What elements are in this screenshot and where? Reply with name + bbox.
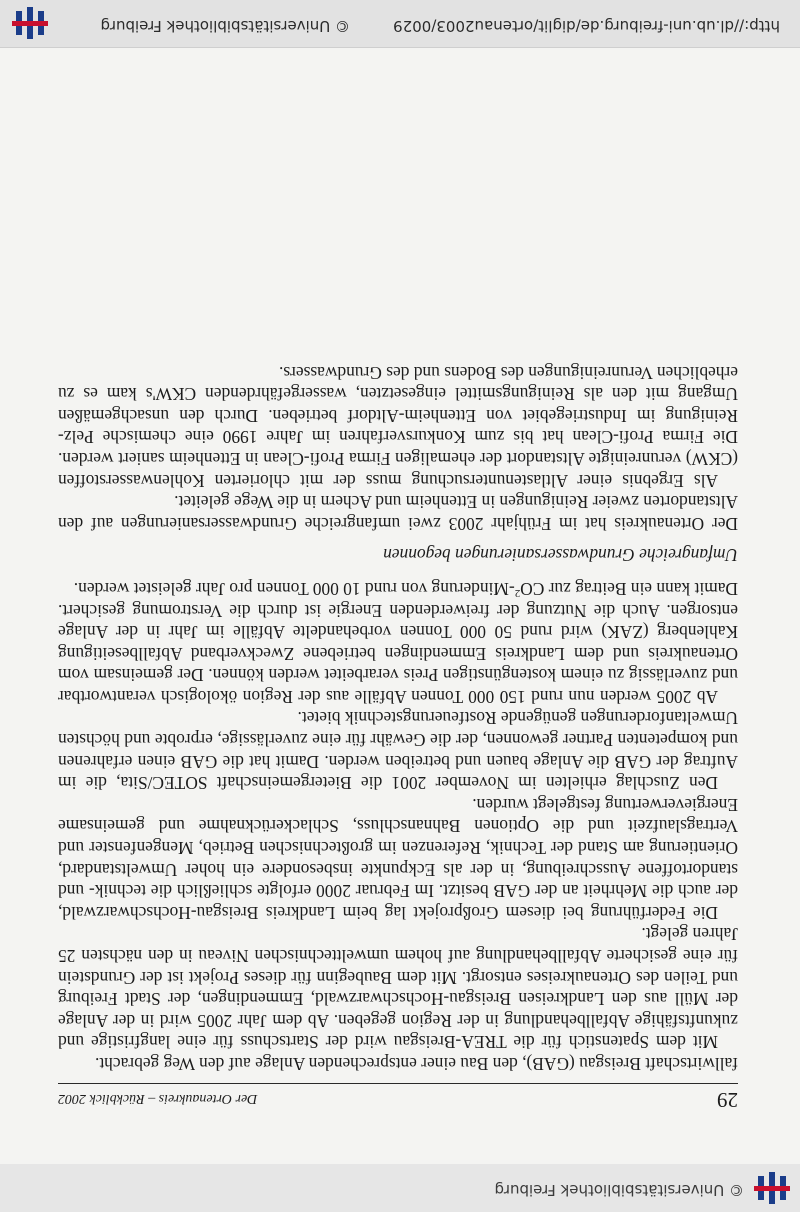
- section-heading: Umfangreiche Grundwassersanierungen begonnen: [383, 545, 738, 566]
- university-logo-icon: [12, 5, 48, 41]
- paragraph-text: Ab 2005 werden nun rund 150 000 Tonnen Abfälle aus der Region ökologisch verantwortbar und zuverlässig zu einem kostengünstigen Preis verarbeitet werden können. Der gemeinsam vom Ortenaukreis und dem Landkreis Emmendingen betriebene Zweckverband Abfallbeseitigung Kahlenberg (ZAK) wird rund 50 000 Tonnen vorbehandelte Abfälle im Jahr in der Anlage entsorgen. Auch die Nutzung der freiwerdenden Energie ist durch die Verstromung gesichert. Damit kann ein Beitrag zur CO: [58, 578, 738, 707]
- copyright-notice: © Universitätsbibliothek Freiburg: [100, 17, 350, 35]
- university-logo-icon: [754, 1170, 790, 1206]
- viewer-header: [0, 1163, 800, 1212]
- running-head: [58, 1083, 738, 1112]
- paragraph-text: -Minderung von rund 10 000 Tonnen pro Jahr geleistet werden.: [73, 578, 515, 599]
- paragraph: Den Zuschlag erhielten im November 2001 die Bietergemeinschaft SOTEC/Sita, die im Auftrag der GAB die Anlage bauen und betreiben werden. Damit hat die GAB einen erfahrenen und kompetenten Partner gewonnen, der die Gewähr für eine zuverlässige, erprobte und höchsten Umweltanforderungen genügende Rostfeuerungstechnik bietet.: [58, 708, 738, 794]
- url-bar: [0, 0, 800, 48]
- document-url[interactable]: http://dl.ub.uni-freiburg.de/diglit/ortenau2003/0029: [393, 17, 780, 35]
- paragraph: fallwirtschaft Breisgau (GAB), den Bau einer entsprechenden Anlage auf den Weg gebracht.: [95, 1054, 738, 1074]
- paragraph: Mit dem Spatenstich für die TREA-Breisgau wird der Startschuss für eine langfristige und zukunftsfähige Abfallbehandlung in der Region gegeben. Ab dem Jahr 2005 wird in der Anlage der Müll aus den Landkreisen Breisgau-Hochschwarzwald, Emmendingen, der Stadt Freiburg und Teilen des Ortenaukreises entsorgt. Mit dem Baubeginn für dieses Projekt ist der Grundstein für eine gesicherte Abfallbehandlung auf hohem umwelttechnischen Niveau in den nächsten 25 Jahren gelegt.: [58, 924, 738, 1053]
- page-number: 29: [717, 1088, 738, 1112]
- paragraph: Der Ortenaukreis hat im Frühjahr 2003 zwei umfangreiche Grundwassersanierungen auf den Altstandorten zweier Reinigungen in Ettenheim und Achern in die Wege geleitet.: [58, 492, 738, 534]
- paragraph: Die Federführung bei diesem Großprojekt lag beim Landkreis Breisgau-Hochschwarzwald, der auch die Mehrheit an der GAB besitzt. Im Februar 2000 erfolgte schließlich die technik- und standortoffene Ausschreibung, in der als Eckpunkte insbesondere ein hoher Umweltstandard, Orientierung am Stand der Technik, Referenzen im großtechnischen Betrieb, Mengenfenster und Vertragslaufzeit und die Optionen Bahnanschluss, Schlackerücknahme und gemeinsame Energieverwertung festgelegt wurden.: [58, 794, 738, 923]
- copyright-notice: © Universitätsbibliothek Freiburg: [494, 1181, 744, 1199]
- paragraph: Als Ergebnis einer Altlastenuntersuchung muss der mit chlorierten Kohlenwasserstoffen (CKW) verunreinigte Altstandort der ehemaligen Firma Profi-Clean in Ettenheim saniert werden. Die Firma Profi-Clean hat bis zum Konkursverfahren im Jahre 1990 eine chemische Pelz-Reinigung im Industriegebiet von Ettenheim-Altdorf betrieben. Durch den unsachgemäßen Umgang mit den als Reinigungsmittel eingesetzten, wassergefährdenden CKW's kam es zu erheblichen Verunreinigungen des Bodens und des Grundwassers.: [58, 362, 738, 491]
- co2-subscript: 2: [514, 586, 521, 599]
- body-text: [58, 361, 738, 1074]
- paragraph-co2: [58, 577, 738, 707]
- running-title: Der Ortenaukreis – Rückblick 2002: [58, 1091, 258, 1106]
